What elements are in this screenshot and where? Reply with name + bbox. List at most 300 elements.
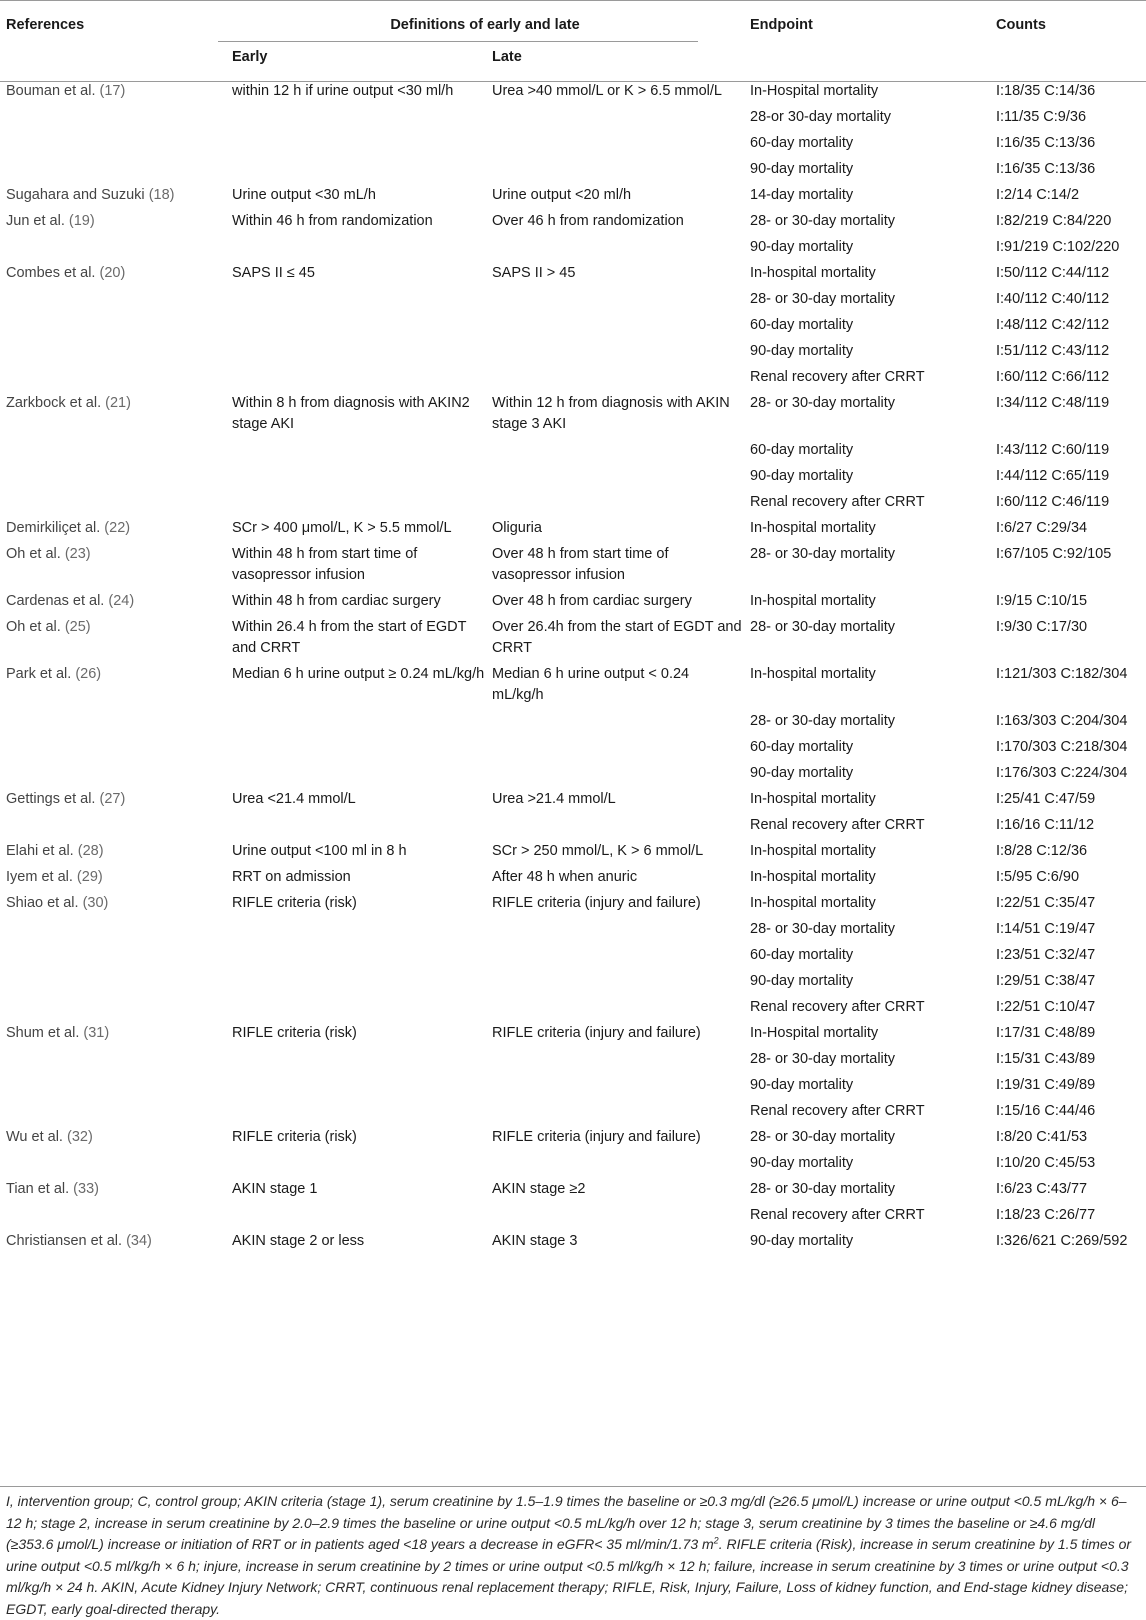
late-cell: Over 26.4h from the start of EGDT and CRRT: [492, 619, 742, 656]
reference-name: Cardenas et al.: [6, 593, 105, 609]
table-row: [0, 838, 1146, 864]
endpoint-cell: 90-day mortality: [750, 239, 854, 255]
late-cell: [486, 708, 744, 734]
reference-cell: [0, 708, 226, 734]
endpoint-cell: 90-day mortality: [750, 1077, 854, 1093]
counts-cell: I:6/27 C:29/34: [996, 520, 1088, 536]
reference-citation: (34): [126, 1233, 152, 1249]
table-row: [0, 515, 1146, 541]
endpoint-cell: 28- or 30-day mortality: [750, 1181, 896, 1197]
endpoint-cell: 90-day mortality: [750, 973, 854, 989]
early-cell: within 12 h if urine output <30 ml/h: [232, 83, 454, 99]
counts-cell: I:8/20 C:41/53: [996, 1129, 1088, 1145]
endpoint-cell: In-hospital mortality: [750, 895, 876, 911]
reference-citation: (18): [148, 187, 175, 203]
reference-citation: (20): [99, 265, 126, 281]
late-cell: [486, 437, 744, 463]
endpoint-cell: In-hospital mortality: [750, 869, 876, 885]
early-cell: RIFLE criteria (risk): [232, 895, 357, 911]
early-cell: [226, 812, 486, 838]
table-row: [0, 1020, 1146, 1046]
late-cell: [486, 1046, 744, 1072]
late-cell: [486, 364, 744, 390]
reference-name: Elahi et al.: [6, 843, 74, 859]
counts-cell: I:9/30 C:17/30: [996, 619, 1088, 635]
counts-cell: I:50/112 C:44/112: [996, 265, 1110, 281]
early-cell: Within 48 h from start time of vasopressor infusion: [232, 546, 418, 583]
reference-cell: [0, 364, 226, 390]
reference-citation: (29): [76, 869, 103, 885]
table-row: [0, 588, 1146, 614]
reference-cell: [0, 156, 226, 182]
late-cell: AKIN stage 3: [492, 1233, 578, 1249]
endpoint-cell: 90-day mortality: [750, 1233, 854, 1249]
late-cell: SAPS II > 45: [492, 265, 576, 281]
footnote-text-main: I, intervention group; C, control group; AKIN criteria (stage 1), serum creatinine by 1.5–1.9 times the baseline or ≥0.3 mg/dl (≥26.5 μmol/L) increase or urine output <0.5 mL/kg/h × 6–12 h; stage 2, increase in serum creatinine by 2.0–2.9 times the baseline or urine output <0.5 mL/kg/h over 12 h; stage 3, serum creatinine by 3 times the baseline or ≥4.6 mg/dl (≥353.6 μmol/L) increase or initiation of RRT or in patients aged <18 years a decrease in eGFR< 35 ml/min/1.73 m: [6, 1493, 1127, 1552]
reference-citation: (22): [104, 520, 131, 536]
late-cell: Over 46 h from randomization: [492, 213, 684, 229]
counts-cell: I:67/105 C:92/105: [996, 546, 1112, 562]
counts-cell: I:121/303 C:182/304: [996, 666, 1128, 682]
table-row: [0, 786, 1146, 812]
reference-citation: (31): [83, 1025, 110, 1041]
counts-cell: I:22/51 C:35/47: [996, 895, 1096, 911]
early-cell: [226, 338, 486, 364]
endpoint-cell: Renal recovery after CRRT: [750, 999, 925, 1015]
reference-cell: [0, 338, 226, 364]
footnote-superscript: 2: [713, 1535, 719, 1546]
endpoint-cell: 60-day mortality: [750, 442, 854, 458]
table-row: [0, 942, 1146, 968]
late-cell: Median 6 h urine output < 0.24 mL/kg/h: [492, 666, 690, 703]
endpoint-cell: In-Hospital mortality: [750, 83, 879, 99]
endpoint-cell: In-hospital mortality: [750, 843, 876, 859]
counts-cell: I:170/303 C:218/304: [996, 739, 1128, 755]
counts-cell: I:40/112 C:40/112: [996, 291, 1110, 307]
late-cell: Over 48 h from cardiac surgery: [492, 593, 692, 609]
table-row: [0, 812, 1146, 838]
reference-citation: (28): [77, 843, 104, 859]
col-header-references: References: [6, 17, 85, 33]
table-row: [0, 286, 1146, 312]
counts-cell: I:16/35 C:13/36: [996, 161, 1096, 177]
reference-cell: [0, 234, 226, 260]
reference-cell: [0, 994, 226, 1020]
endpoint-cell: 60-day mortality: [750, 317, 854, 333]
endpoint-cell: 14-day mortality: [750, 187, 854, 203]
counts-cell: I:176/303 C:224/304: [996, 765, 1128, 781]
table-row: [0, 463, 1146, 489]
reference-name: Shum et al.: [6, 1025, 80, 1041]
counts-cell: I:60/112 C:66/112: [996, 369, 1110, 385]
reference-cell: [0, 1098, 226, 1124]
reference-cell: [0, 104, 226, 130]
table-row: [0, 541, 1146, 588]
reference-name: Park et al.: [6, 666, 72, 682]
counts-cell: I:51/112 C:43/112: [996, 343, 1110, 359]
reference-name: Bouman et al.: [6, 83, 96, 99]
counts-cell: I:15/31 C:43/89: [996, 1051, 1096, 1067]
late-cell: [486, 463, 744, 489]
reference-name: Combes et al.: [6, 265, 96, 281]
counts-cell: I:19/31 C:49/89: [996, 1077, 1096, 1093]
endpoint-cell: In-hospital mortality: [750, 593, 876, 609]
reference-citation: (21): [105, 395, 131, 411]
reference-cell: [0, 838, 226, 864]
early-cell: [226, 942, 486, 968]
table-row: [0, 760, 1146, 786]
table-footnote: [6, 1491, 1140, 1620]
table-row: [0, 1202, 1146, 1228]
endpoint-cell: 28-or 30-day mortality: [750, 109, 892, 125]
reference-cell: [0, 1202, 226, 1228]
counts-cell: I:14/51 C:19/47: [996, 921, 1096, 937]
table-row: [0, 614, 1146, 661]
footnote-text-rest: . RIFLE criteria (Risk), increase in serum creatinine by 1.5 times or urine output <0.5 ml/kg/h × 6 h; injure, increase in serum creatinine by 2 times or urine output <0.5 ml/kg/h × 12 h; failure, increase in serum creatinine by 3 times or urine output <0.3 ml/kg/h × 24 h. AKIN, Acute Kidney Injury Network; CRRT, continuous renal replacement therapy; RIFLE, Risk, Injury, Failure, Loss of kidney function, and End-stage kidney disease; EGDT, early goal-directed therapy.: [6, 1536, 1132, 1617]
reference-citation: (32): [66, 1129, 93, 1145]
early-cell: Urine output <100 ml in 8 h: [232, 843, 407, 859]
early-cell: [226, 994, 486, 1020]
late-cell: Urea >21.4 mmol/L: [492, 791, 616, 807]
late-cell: [486, 916, 744, 942]
table-row: [0, 234, 1146, 260]
early-cell: Within 26.4 h from the start of EGDT and CRRT: [232, 619, 467, 656]
counts-cell: I:16/16 C:11/12: [996, 817, 1095, 833]
counts-cell: I:18/23 C:26/77: [996, 1207, 1096, 1223]
reference-cell: [0, 182, 226, 208]
early-cell: [226, 1046, 486, 1072]
early-cell: Within 46 h from randomization: [232, 213, 433, 229]
table-row: [0, 437, 1146, 463]
table-row: [0, 734, 1146, 760]
early-cell: [226, 437, 486, 463]
table-row: [0, 994, 1146, 1020]
late-cell: Over 48 h from start time of vasopressor infusion: [492, 546, 669, 583]
endpoint-cell: Renal recovery after CRRT: [750, 369, 925, 385]
early-cell: [226, 234, 486, 260]
reference-citation: (25): [64, 619, 91, 635]
endpoint-cell: In-hospital mortality: [750, 666, 876, 682]
counts-cell: I:91/219 C:102/220: [996, 239, 1120, 255]
reference-cell: [0, 1046, 226, 1072]
late-cell: [486, 994, 744, 1020]
early-cell: Median 6 h urine output ≥ 0.24 mL/kg/h: [232, 666, 485, 682]
endpoint-cell: In-Hospital mortality: [750, 1025, 879, 1041]
endpoint-cell: 90-day mortality: [750, 343, 854, 359]
reference-name: Jun et al.: [6, 213, 65, 229]
early-cell: SAPS II ≤ 45: [232, 265, 315, 281]
counts-cell: I:163/303 C:204/304: [996, 713, 1128, 729]
reference-citation: (24): [108, 593, 135, 609]
reference-name: Oh et al.: [6, 619, 61, 635]
reference-cell: [0, 1124, 226, 1150]
table-row: [0, 1176, 1146, 1202]
endpoint-cell: 28- or 30-day mortality: [750, 921, 896, 937]
early-cell: [226, 1150, 486, 1176]
late-cell: AKIN stage ≥2: [492, 1181, 586, 1197]
reference-cell: [0, 489, 226, 515]
late-cell: [486, 156, 744, 182]
late-cell: [486, 942, 744, 968]
reference-name: Gettings et al.: [6, 791, 96, 807]
late-cell: [486, 1150, 744, 1176]
counts-cell: I:5/95 C:6/90: [996, 869, 1080, 885]
table-row: [0, 390, 1146, 437]
bottom-rule: [0, 1486, 1146, 1487]
reference-citation: (17): [99, 83, 126, 99]
early-cell: SCr > 400 μmol/L, K > 5.5 mmol/L: [232, 520, 452, 536]
endpoint-cell: 28- or 30-day mortality: [750, 213, 896, 229]
counts-cell: I:2/14 C:14/2: [996, 187, 1080, 203]
early-cell: Urine output <30 mL/h: [232, 187, 376, 203]
reference-name: Tian et al.: [6, 1181, 70, 1197]
counts-cell: I:22/51 C:10/47: [996, 999, 1096, 1015]
early-cell: RIFLE criteria (risk): [232, 1025, 357, 1041]
early-cell: [226, 489, 486, 515]
table-row: [0, 208, 1146, 234]
table-row: [0, 708, 1146, 734]
counts-cell: I:16/35 C:13/36: [996, 135, 1096, 151]
table-row: [0, 489, 1146, 515]
reference-name: Christiansen et al.: [6, 1233, 123, 1249]
table-row: [0, 661, 1146, 708]
col-header-definitions: Definitions of early and late: [390, 17, 580, 33]
endpoint-cell: Renal recovery after CRRT: [750, 1207, 925, 1223]
early-cell: Urea <21.4 mmol/L: [232, 791, 356, 807]
table-row: [0, 864, 1146, 890]
endpoint-cell: 90-day mortality: [750, 765, 854, 781]
counts-cell: I:11/35 C:9/36: [996, 109, 1087, 125]
endpoint-cell: In-hospital mortality: [750, 520, 876, 536]
reference-cell: [0, 541, 226, 588]
counts-cell: I:48/112 C:42/112: [996, 317, 1110, 333]
counts-cell: I:43/112 C:60/119: [996, 442, 1110, 458]
reference-cell: [0, 661, 226, 708]
reference-cell: [0, 312, 226, 338]
early-cell: [226, 708, 486, 734]
reference-name: Shiao et al.: [6, 895, 79, 911]
late-cell: [486, 734, 744, 760]
reference-citation: (30): [82, 895, 109, 911]
endpoint-cell: 60-day mortality: [750, 947, 854, 963]
endpoint-cell: 90-day mortality: [750, 468, 854, 484]
counts-cell: I:10/20 C:45/53: [996, 1155, 1096, 1171]
reference-cell: [0, 1176, 226, 1202]
reference-cell: [0, 437, 226, 463]
early-cell: [226, 760, 486, 786]
early-cell: [226, 734, 486, 760]
table-row: [0, 73, 1146, 104]
table-row: [0, 130, 1146, 156]
table-row: [0, 890, 1146, 916]
reference-citation: (33): [73, 1181, 99, 1197]
late-cell: [486, 338, 744, 364]
early-cell: [226, 1072, 486, 1098]
counts-cell: I:6/23 C:43/77: [996, 1181, 1088, 1197]
counts-cell: I:9/15 C:10/15: [996, 593, 1088, 609]
reference-name: Oh et al.: [6, 546, 61, 562]
late-cell: RIFLE criteria (injury and failure): [492, 895, 701, 911]
table-row: [0, 312, 1146, 338]
endpoint-cell: 28- or 30-day mortality: [750, 395, 896, 411]
early-cell: Within 8 h from diagnosis with AKIN2 stage AKI: [232, 395, 470, 432]
reference-cell: [0, 73, 226, 104]
counts-cell: I:18/35 C:14/36: [996, 83, 1096, 99]
early-cell: [226, 286, 486, 312]
table-row: [0, 1124, 1146, 1150]
early-cell: [226, 463, 486, 489]
reference-cell: [0, 942, 226, 968]
reference-cell: [0, 916, 226, 942]
reference-cell: [0, 260, 226, 286]
table-row: [0, 916, 1146, 942]
reference-cell: [0, 515, 226, 541]
late-cell: Urea >40 mmol/L or K > 6.5 mmol/L: [492, 83, 722, 99]
reference-cell: [0, 588, 226, 614]
col-header-endpoint: Endpoint: [750, 17, 813, 33]
reference-cell: [0, 208, 226, 234]
reference-cell: [0, 1150, 226, 1176]
reference-cell: [0, 734, 226, 760]
late-cell: [486, 489, 744, 515]
col-header-late: Late: [492, 49, 522, 65]
reference-cell: [0, 286, 226, 312]
early-cell: [226, 156, 486, 182]
counts-cell: I:34/112 C:48/119: [996, 395, 1110, 411]
late-cell: [486, 312, 744, 338]
early-cell: [226, 130, 486, 156]
table-row: [0, 260, 1146, 286]
reference-cell: [0, 1072, 226, 1098]
late-cell: [486, 1098, 744, 1124]
reference-cell: [0, 390, 226, 437]
early-cell: [226, 104, 486, 130]
reference-name: Wu et al.: [6, 1129, 63, 1145]
endpoint-cell: 28- or 30-day mortality: [750, 546, 896, 562]
early-cell: Within 48 h from cardiac surgery: [232, 593, 441, 609]
reference-name: Zarkbock et al.: [6, 395, 102, 411]
reference-citation: (23): [64, 546, 91, 562]
endpoint-cell: 28- or 30-day mortality: [750, 291, 896, 307]
reference-cell: [0, 614, 226, 661]
late-cell: [486, 286, 744, 312]
endpoint-cell: Renal recovery after CRRT: [750, 817, 925, 833]
reference-citation: (19): [68, 213, 95, 229]
endpoint-cell: Renal recovery after CRRT: [750, 1103, 925, 1119]
counts-cell: I:60/112 C:46/119: [996, 494, 1110, 510]
table-row: [0, 156, 1146, 182]
endpoint-cell: 90-day mortality: [750, 1155, 854, 1171]
counts-cell: I:82/219 C:84/220: [996, 213, 1112, 229]
early-cell: AKIN stage 2 or less: [232, 1233, 365, 1249]
early-cell: AKIN stage 1: [232, 1181, 318, 1197]
table-row: [0, 1228, 1146, 1254]
reference-cell: [0, 130, 226, 156]
reference-cell: [0, 890, 226, 916]
reference-name: Sugahara and Suzuki: [6, 187, 145, 203]
endpoint-cell: In-hospital mortality: [750, 791, 876, 807]
endpoint-cell: In-hospital mortality: [750, 265, 876, 281]
table-row: [0, 104, 1146, 130]
table-body: [0, 73, 1146, 1254]
counts-cell: I:25/41 C:47/59: [996, 791, 1096, 807]
reference-cell: [0, 786, 226, 812]
reference-name: Iyem et al.: [6, 869, 73, 885]
counts-cell: I:8/28 C:12/36: [996, 843, 1088, 859]
late-cell: [486, 1072, 744, 1098]
reference-cell: [0, 968, 226, 994]
endpoint-cell: 90-day mortality: [750, 161, 854, 177]
early-cell: [226, 916, 486, 942]
reference-citation: (26): [75, 666, 102, 682]
late-cell: [486, 760, 744, 786]
table-row: [0, 968, 1146, 994]
endpoint-cell: 60-day mortality: [750, 135, 854, 151]
early-cell: [226, 364, 486, 390]
late-cell: After 48 h when anuric: [492, 869, 638, 885]
table-row: [0, 1072, 1146, 1098]
late-cell: [486, 130, 744, 156]
late-cell: Urine output <20 ml/h: [492, 187, 632, 203]
table-row: [0, 182, 1146, 208]
late-cell: [486, 104, 744, 130]
table-row: [0, 1150, 1146, 1176]
table-row: [0, 1046, 1146, 1072]
counts-cell: I:23/51 C:32/47: [996, 947, 1096, 963]
late-cell: Oliguria: [492, 520, 542, 536]
counts-cell: I:29/51 C:38/47: [996, 973, 1096, 989]
late-cell: [486, 1202, 744, 1228]
col-header-counts: Counts: [996, 17, 1046, 33]
reference-cell: [0, 1228, 226, 1254]
reference-cell: [0, 812, 226, 838]
late-cell: Within 12 h from diagnosis with AKIN stage 3 AKI: [492, 395, 730, 432]
endpoint-cell: Renal recovery after CRRT: [750, 494, 925, 510]
reference-name: Demirkiliçet al.: [6, 520, 101, 536]
late-cell: RIFLE criteria (injury and failure): [492, 1025, 701, 1041]
counts-cell: I:15/16 C:44/46: [996, 1103, 1096, 1119]
reference-citation: (27): [99, 791, 126, 807]
col-header-early: Early: [232, 49, 268, 65]
endpoint-cell: 28- or 30-day mortality: [750, 619, 896, 635]
endpoint-cell: 28- or 30-day mortality: [750, 713, 896, 729]
reference-cell: [0, 864, 226, 890]
early-cell: RIFLE criteria (risk): [232, 1129, 357, 1145]
reference-cell: [0, 463, 226, 489]
table-row: [0, 1098, 1146, 1124]
table-row: [0, 338, 1146, 364]
counts-cell: I:326/621 C:269/592: [996, 1233, 1128, 1249]
late-cell: RIFLE criteria (injury and failure): [492, 1129, 701, 1145]
endpoint-cell: 28- or 30-day mortality: [750, 1129, 896, 1145]
early-cell: [226, 968, 486, 994]
counts-cell: I:17/31 C:48/89: [996, 1025, 1096, 1041]
early-cell: RRT on admission: [232, 869, 351, 885]
early-cell: [226, 1098, 486, 1124]
late-cell: SCr > 250 mmol/L, K > 6 mmol/L: [492, 843, 704, 859]
reference-cell: [0, 1020, 226, 1046]
endpoint-cell: 28- or 30-day mortality: [750, 1051, 896, 1067]
early-cell: [226, 312, 486, 338]
counts-cell: I:44/112 C:65/119: [996, 468, 1110, 484]
early-cell: [226, 1202, 486, 1228]
late-cell: [486, 968, 744, 994]
endpoint-cell: 60-day mortality: [750, 739, 854, 755]
table-row: [0, 364, 1146, 390]
late-cell: [486, 234, 744, 260]
late-cell: [486, 812, 744, 838]
reference-cell: [0, 760, 226, 786]
